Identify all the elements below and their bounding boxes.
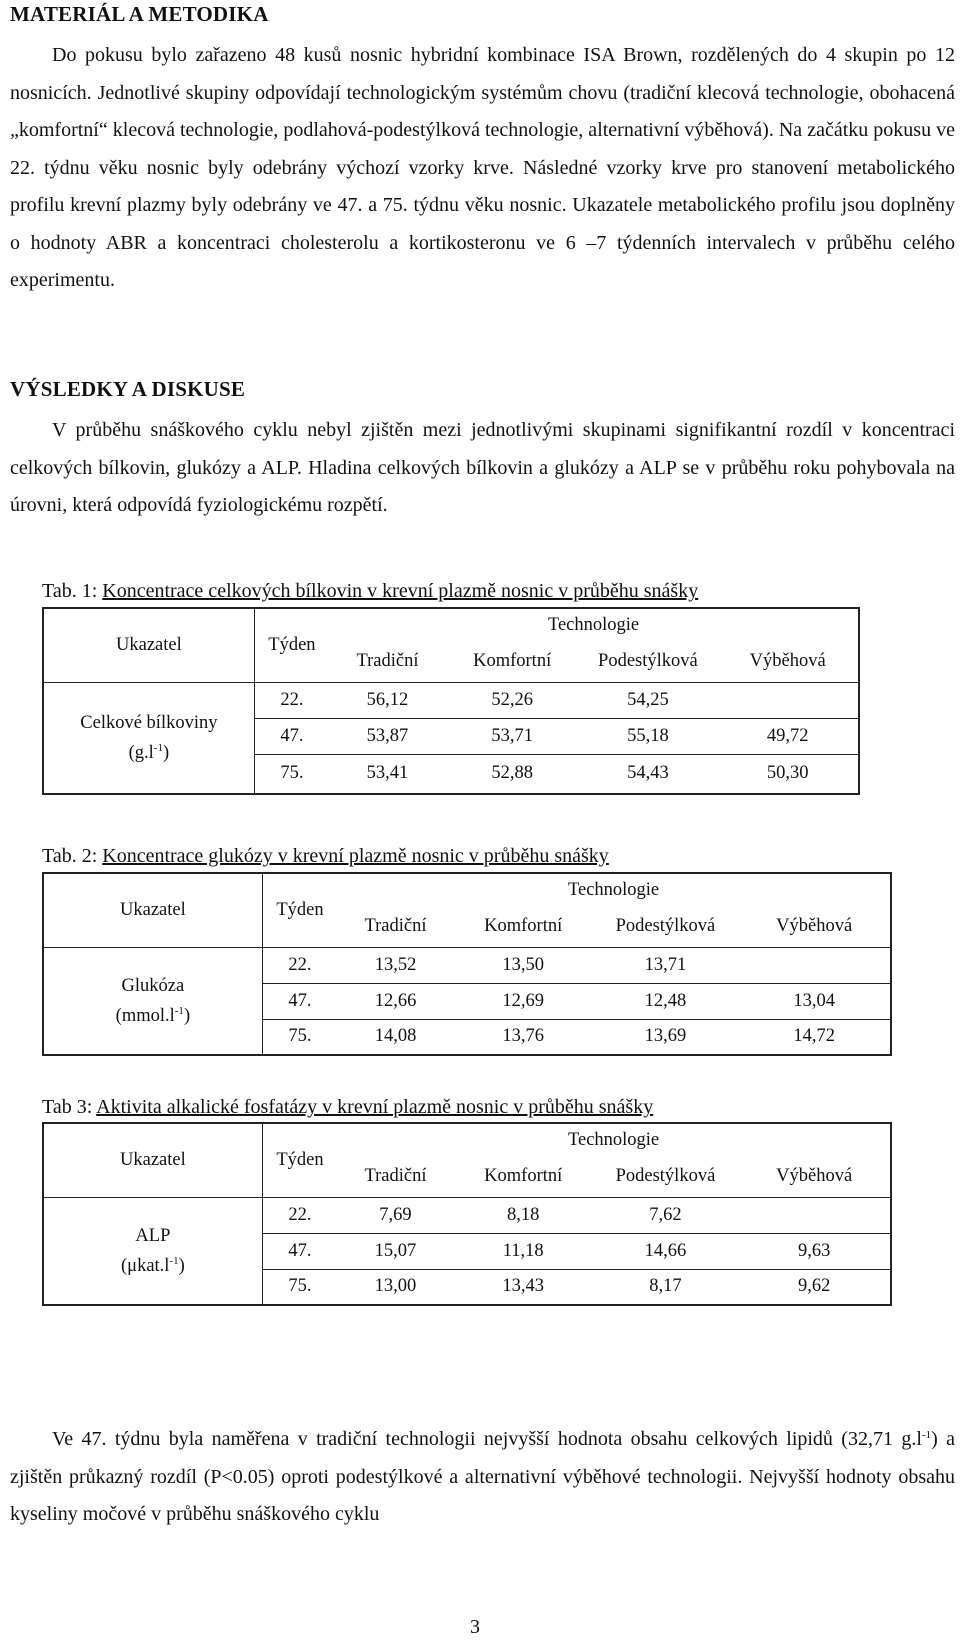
value-cell bbox=[717, 682, 859, 718]
week-cell: 47. bbox=[262, 1233, 337, 1269]
week-cell: 22. bbox=[262, 947, 337, 983]
value-cell: 50,30 bbox=[717, 754, 859, 794]
value-cell: 8,17 bbox=[593, 1269, 739, 1305]
header-indicator: Ukazatel bbox=[43, 1123, 262, 1197]
value-cell: 53,87 bbox=[329, 718, 446, 754]
value-cell: 11,18 bbox=[454, 1233, 593, 1269]
week-cell: 75. bbox=[262, 1019, 337, 1055]
header-technology: Technologie bbox=[547, 615, 640, 635]
value-cell: 13,43 bbox=[454, 1269, 593, 1305]
header-group: Komfortní bbox=[484, 1166, 563, 1187]
header-group: Podestýlková bbox=[615, 1166, 716, 1187]
value-cell: 49,72 bbox=[717, 718, 859, 754]
header-week: Týden bbox=[268, 634, 316, 655]
header-group: Tradiční bbox=[364, 916, 427, 937]
value-cell bbox=[738, 947, 891, 983]
value-cell: 56,12 bbox=[329, 682, 446, 718]
value-cell: 54,25 bbox=[579, 682, 718, 718]
header-group: Podestýlková bbox=[598, 651, 698, 672]
indicator-cell bbox=[43, 1197, 262, 1305]
closing-paragraph: Ve 47. týdnu byla naměřena v tradiční technologii nejvyšší hodnota obsahu celkových lipidů (32,71 $g.l^{-1}$) a zjištěn průkazný rozdíl (P<0.05) oproti podestýlkové a alternativní výběhové technologii. Nejvyšší hodnoty obsahu kyseliny močové v průběhu snáškového cyklu bbox=[10, 1428, 955, 1525]
header-group: Tradiční bbox=[356, 651, 419, 672]
value-cell: 15,07 bbox=[337, 1233, 454, 1269]
header-technology: Technologie bbox=[567, 1130, 660, 1150]
value-cell bbox=[738, 1197, 891, 1233]
indicator-cell bbox=[43, 682, 254, 794]
methods-paragraph: Do pokusu bylo zařazeno 48 kusů nosnic hybridní kombinace ISA Brown, rozdělených do 4 skupin po 12 nosnicích. Jednotlivé skupiny odpovídají technologickým systémům chovu (tradiční klecová technologie, obohacená „komfortní“ klecová technologie, podlahová-podestýlková technologie, alternativní výběhová). Na začátku pokusu ve 22. týdnu věku nosnic byly odebrány výchozí vzorky krve. Následné vzorky krve pro stanovení metabolického profilu krevní plazmy byly odebrány ve 47. a 75. týdnu věku nosnic. Ukazatele metabolického profilu jsou doplněny o hodnoty ABR a koncentraci cholesterolu a kortikosteronu ve 6 –7 týdenních intervalech v průběhu celého experimentu. bbox=[10, 44, 955, 291]
header-group: Komfortní bbox=[473, 651, 552, 672]
value-cell: 14,08 bbox=[337, 1019, 454, 1055]
value-cell: 52,88 bbox=[446, 754, 579, 794]
indicator-unit: $(mmol.l^{-1})$ bbox=[115, 1004, 191, 1026]
value-cell: 53,41 bbox=[329, 754, 446, 794]
header-group: Výběhová bbox=[776, 916, 853, 937]
week-cell: 75. bbox=[262, 1269, 337, 1305]
value-cell: 7,62 bbox=[593, 1197, 739, 1233]
value-cell: 13,00 bbox=[337, 1269, 454, 1305]
week-cell: 47. bbox=[262, 983, 337, 1019]
indicator-unit: $(\mu kat.l^{-1})$ bbox=[120, 1254, 185, 1276]
indicator-name: Celkové bílkoviny bbox=[80, 712, 218, 733]
indicator-unit: $(g.l^{-1})$ bbox=[128, 741, 170, 763]
indicator-cell bbox=[43, 947, 262, 1055]
value-cell: 12,48 bbox=[593, 983, 739, 1019]
value-cell: 13,52 bbox=[337, 947, 454, 983]
week-cell: 22. bbox=[262, 1197, 337, 1233]
value-cell: 13,04 bbox=[738, 983, 891, 1019]
header-indicator: Ukazatel bbox=[43, 873, 262, 947]
table-2-caption: Tab. 2: Koncentrace glukózy v krevní plazmě nosnic v průběhu snášky bbox=[42, 845, 609, 867]
value-cell: 13,76 bbox=[454, 1019, 593, 1055]
table-3 bbox=[42, 1122, 892, 1306]
table-3-caption: Tab 3: Aktivita alkalické fosfatázy v krevní plazmě nosnic v průběhu snášky bbox=[42, 1096, 654, 1118]
value-cell: 9,62 bbox=[738, 1269, 891, 1305]
week-cell: 75. bbox=[254, 754, 329, 794]
indicator-name: ALP bbox=[135, 1225, 171, 1246]
value-cell: 9,63 bbox=[738, 1233, 891, 1269]
indicator-name: Glukóza bbox=[121, 975, 185, 996]
value-cell: 12,69 bbox=[454, 983, 593, 1019]
value-cell: 52,26 bbox=[446, 682, 579, 718]
header-week: Týden bbox=[276, 1149, 324, 1170]
section-heading-results: VÝSLEDKY A DISKUSE bbox=[10, 377, 246, 401]
week-cell: 47. bbox=[254, 718, 329, 754]
value-cell: 55,18 bbox=[579, 718, 718, 754]
table-1 bbox=[42, 607, 860, 795]
table-2 bbox=[42, 872, 892, 1056]
header-group: Komfortní bbox=[484, 916, 563, 937]
value-cell: 8,18 bbox=[454, 1197, 593, 1233]
section-heading-methods: MATERIÁL A METODIKA bbox=[10, 2, 269, 26]
value-cell: 13,71 bbox=[593, 947, 739, 983]
page-number: 3 bbox=[470, 1616, 480, 1638]
table-1-caption: Tab. 1: Koncentrace celkových bílkovin v krevní plazmě nosnic v průběhu snášky bbox=[42, 580, 699, 602]
value-cell: 53,71 bbox=[446, 718, 579, 754]
header-group: Výběhová bbox=[749, 651, 826, 672]
value-cell: 54,43 bbox=[579, 754, 718, 794]
header-group: Tradiční bbox=[364, 1166, 427, 1187]
header-indicator: Ukazatel bbox=[43, 608, 254, 682]
header-group: Podestýlková bbox=[615, 916, 716, 937]
value-cell: 13,50 bbox=[454, 947, 593, 983]
week-cell: 22. bbox=[254, 682, 329, 718]
header-week: Týden bbox=[276, 899, 324, 920]
value-cell: 12,66 bbox=[337, 983, 454, 1019]
value-cell: 7,69 bbox=[337, 1197, 454, 1233]
results-paragraph: V průběhu snáškového cyklu nebyl zjištěn mezi jednotlivými skupinami signifikantní rozdíl v koncentraci celkových bílkovin, glukózy a ALP. Hladina celkových bílkovin a glukózy a ALP se v průběhu roku pohybovala na úrovni, která odpovídá fyziologickému rozpětí. bbox=[10, 419, 955, 516]
value-cell: 14,72 bbox=[738, 1019, 891, 1055]
header-technology: Technologie bbox=[567, 880, 660, 900]
header-group: Výběhová bbox=[776, 1166, 853, 1187]
value-cell: 14,66 bbox=[593, 1233, 739, 1269]
value-cell: 13,69 bbox=[593, 1019, 739, 1055]
